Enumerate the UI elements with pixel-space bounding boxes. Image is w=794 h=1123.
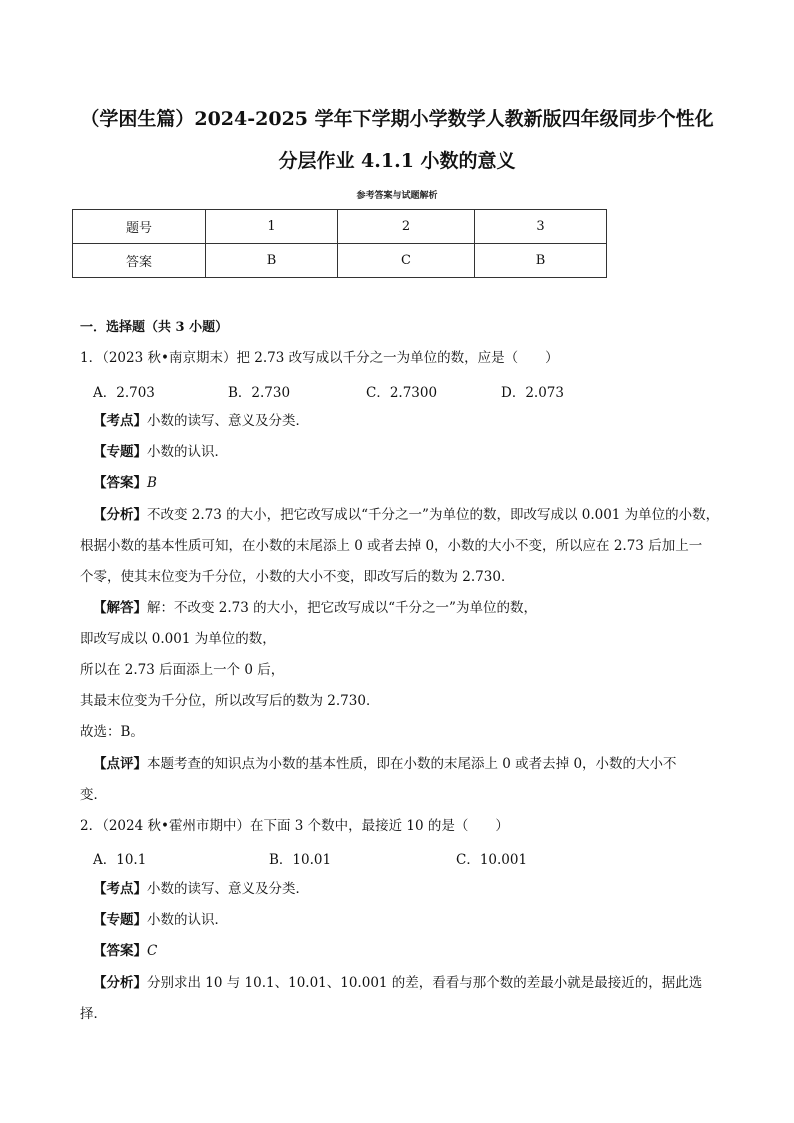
kaodian-text: 小数的读写、意义及分类． xyxy=(147,881,309,897)
jieda-tag: 【解答】 xyxy=(93,600,147,616)
fenxi-text: 分别求出 10 与 10.1、10.01、10.001 的差，看看与那个数的差最小就是最接近的，据此选 xyxy=(147,975,703,991)
question-1-option-d: D．2.073 xyxy=(501,385,564,401)
question-1-kaodian xyxy=(93,411,309,431)
question-1-option-c: C．2.7300 xyxy=(366,385,438,401)
kaodian-tag: 【考点】 xyxy=(93,413,147,429)
question-1-option-b: B．2.730 xyxy=(228,385,291,401)
question-1-solution-line2: 即改写成以 0.001 为单位的数， xyxy=(80,631,276,647)
question-1-analysis-line2: 根据小数的基本性质可知，在小数的末尾添上 0 或者去掉 0，小数的大小不变，所以应在 2.73 后加上一 xyxy=(80,538,703,554)
question-1-comment-line2: 变． xyxy=(80,787,107,803)
zhuanti-tag: 【专题】 xyxy=(93,444,147,460)
question-2-option-c: C．10.001 xyxy=(456,852,528,868)
document-subtitle: 参考答案与试题解析 xyxy=(356,191,438,201)
zhuanti-text: 小数的认识． xyxy=(147,912,228,928)
daan-tag: 【答案】 xyxy=(93,475,147,491)
jieda-text: 解：不改变 2.73 的大小，把它改写成以“千分之一”为单位的数， xyxy=(147,600,537,616)
question-2-analysis-line1 xyxy=(93,973,702,993)
kaodian-tag: 【考点】 xyxy=(93,881,147,897)
daan-text: B xyxy=(147,475,157,491)
question-1-analysis-line3: 个零，使其末位变为千分位，小数的大小不变，即改写后的数为 2.730． xyxy=(80,569,515,585)
question-1-analysis-line1 xyxy=(93,505,719,525)
question-2-analysis-line2: 择． xyxy=(80,1006,107,1022)
table-cell: 2 xyxy=(338,210,475,244)
question-1-solution-line3: 所以在 2.73 后面添上一个 0 后， xyxy=(80,662,285,678)
zhuanti-text: 小数的认识． xyxy=(147,444,228,460)
table-cell: 3 xyxy=(474,210,606,244)
fenxi-tag: 【分析】 xyxy=(93,975,147,991)
question-1-solution-line4: 其最末位变为千分位，所以改写后的数为 2.730． xyxy=(80,693,380,709)
question-2-answer xyxy=(93,941,157,961)
table-header-cell: 答案 xyxy=(73,244,206,278)
section-heading: 一．选择题（共 3 小题） xyxy=(80,320,229,335)
question-2-zhuanti xyxy=(93,910,228,930)
kaodian-text: 小数的读写、意义及分类． xyxy=(147,413,309,429)
question-1-solution-line5: 故选：B。 xyxy=(80,724,144,740)
answer-table xyxy=(72,209,607,278)
question-1-option-a: A．2.703 xyxy=(93,385,155,401)
question-2-stem: 2．（2024 秋•霍州市期中）在下面 3 个数中，最接近 10 的是（ ） xyxy=(80,818,509,834)
document-title-line2: 分层作业 4.1.1 小数的意义 xyxy=(278,150,516,172)
dianping-tag: 【点评】 xyxy=(93,756,147,772)
table-header-cell: 题号 xyxy=(73,210,206,244)
question-2-option-a: A．10.1 xyxy=(93,852,147,868)
table-row xyxy=(73,210,607,244)
question-1-solution-line1 xyxy=(93,598,537,618)
daan-tag: 【答案】 xyxy=(93,943,147,959)
question-1-answer xyxy=(93,473,157,493)
table-row xyxy=(73,244,607,278)
table-cell: B xyxy=(206,244,338,278)
document-title-line1: （学困生篇）2024-2025 学年下学期小学数学人教新版四年级同步个性化 xyxy=(80,108,714,130)
table-cell: B xyxy=(474,244,606,278)
table-cell: 1 xyxy=(206,210,338,244)
question-2-kaodian xyxy=(93,879,309,899)
question-2-option-b: B．10.01 xyxy=(269,852,332,868)
table-cell: C xyxy=(338,244,475,278)
fenxi-tag: 【分析】 xyxy=(93,507,147,523)
dianping-text: 本题考查的知识点为小数的基本性质，即在小数的末尾添上 0 或者去掉 0，小数的大小不 xyxy=(147,756,677,772)
question-1-stem: 1．（2023 秋•南京期末）把 2.73 改写成以千分之一为单位的数，应是（ ） xyxy=(80,350,559,366)
daan-text: C xyxy=(147,943,158,959)
zhuanti-tag: 【专题】 xyxy=(93,912,147,928)
question-1-zhuanti xyxy=(93,442,228,462)
fenxi-text: 不改变 2.73 的大小，把它改写成以“千分之一”为单位的数，即改写成以 0.001 为单位的小数， xyxy=(147,507,720,523)
question-1-comment-line1 xyxy=(93,754,677,774)
